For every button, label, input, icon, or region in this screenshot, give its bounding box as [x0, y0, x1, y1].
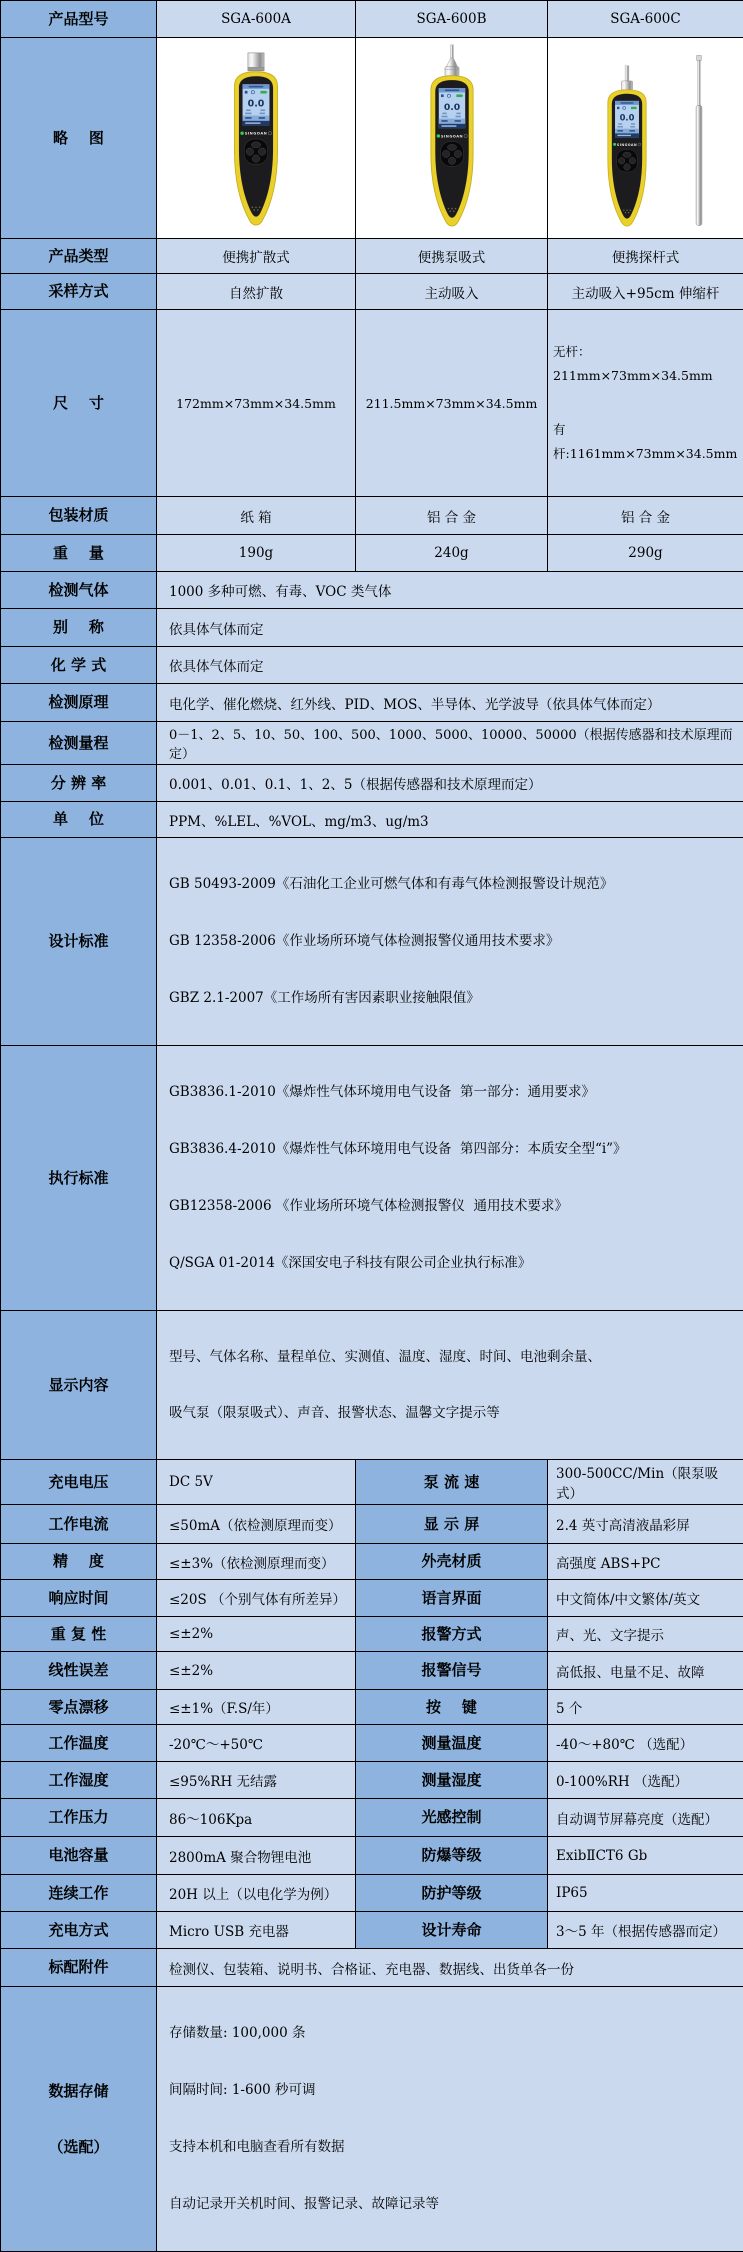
dimensions-c: [548, 310, 743, 497]
spec-label-design-life: 设计寿命: [356, 1912, 548, 1949]
table-row: [1, 1, 743, 38]
spec-label-alias: 别 称: [1, 609, 157, 647]
spec-label-weight: 重 量: [1, 535, 157, 572]
spec-label-protection-level: 防护等级: [356, 1875, 548, 1912]
packaging-a: 纸 箱: [157, 497, 356, 535]
table-row: [1, 1875, 743, 1912]
spec-label-continuous-work: 连续工作: [1, 1875, 157, 1912]
accessories-value: 检测仪、包装箱、说明书、合格证、充电器、数据线、出货单各一份: [157, 1949, 743, 1987]
spec-label-light-control: 光感控制: [356, 1799, 548, 1837]
spec-label-working-current: 工作电流: [1, 1505, 157, 1544]
table-row: [1, 274, 743, 310]
table-row: [1, 38, 743, 239]
standard-line: GB 12358-2006《作业场所环境气体检测报警仪通用技术要求》: [169, 929, 737, 954]
spec-label-shell-material: 外壳材质: [356, 1544, 548, 1580]
storage-line: 存储数量: 100,000 条: [169, 2021, 737, 2046]
table-row: [1, 647, 743, 684]
working-humidity-value: ≤95%RH 无结露: [157, 1762, 356, 1799]
keys-value: 5 个: [548, 1690, 743, 1725]
spec-label-design-standard: 设计标准: [1, 838, 157, 1046]
spec-label-response-time: 响应时间: [1, 1580, 157, 1617]
data-storage-label-line2: （选配）: [1, 2138, 156, 2157]
table-row: [1, 310, 743, 497]
sampling-c: 主动吸入+95cm 伸缩杆: [548, 274, 743, 310]
table-row: [1, 1912, 743, 1949]
alias-value: 依具体气体而定: [157, 609, 743, 647]
chemical-formula-value: 依具体气体而定: [157, 647, 743, 684]
spec-label-display-screen: 显 示 屏: [356, 1505, 548, 1544]
display-content-value: [157, 1311, 743, 1460]
display-content-line: 吸气泵（限泵吸式）、声音、报警状态、温馨文字提示等: [169, 1401, 737, 1425]
standard-line: GB12358-2006 《作业场所环境气体检测报警仪 通用技术要求》: [169, 1194, 737, 1219]
product-type-c: 便携探杆式: [548, 239, 743, 274]
spec-label-display-content: 显示内容: [1, 1311, 157, 1460]
table-row: [1, 1505, 743, 1544]
table-row: [1, 1949, 743, 1987]
spec-label-charge-voltage: 充电电压: [1, 1460, 157, 1505]
table-row: [1, 609, 743, 647]
table-row: [1, 1799, 743, 1837]
design-life-value: 3～5 年（根据传感器而定）: [548, 1912, 743, 1949]
sensor-cap: [621, 80, 632, 89]
spec-label-product-type: 产品类型: [1, 239, 157, 274]
detect-gas-value: 1000 多种可燃、有毒、VOC 类气体: [157, 572, 743, 609]
table-row: [1, 1690, 743, 1725]
table-row: [1, 1046, 743, 1311]
response-time-value: ≤20S （个别气体有所差异）: [157, 1580, 356, 1617]
table-row: [1, 572, 743, 609]
spec-label-sketch: 略 图: [1, 38, 157, 239]
sketch-cell-a: [157, 38, 356, 239]
packaging-b: 铝 合 金: [356, 497, 548, 535]
table-row: [1, 1987, 743, 2252]
spec-label-exec-standard: 执行标准: [1, 1046, 157, 1311]
probe-rod: [450, 44, 453, 57]
device-image-sga-600b: [356, 39, 547, 238]
working-current-value: ≤50mA（依检测原理而变）: [157, 1505, 356, 1544]
sampling-a: 自然扩散: [157, 274, 356, 310]
display-content-line: 型号、气体名称、量程单位、实测值、温度、湿度、时间、电池剩余量、: [169, 1345, 737, 1369]
spec-label-detect-gas: 检测气体: [1, 572, 157, 609]
weight-c: 290g: [548, 535, 743, 572]
probe-rod: [625, 65, 629, 80]
battery-value: 2800mA 聚合物锂电池: [157, 1837, 356, 1875]
spec-label-unit: 单 位: [1, 802, 157, 838]
table-row: [1, 765, 743, 802]
table-row: [1, 1544, 743, 1580]
gas-detector-probe-image: [587, 65, 667, 227]
table-row: [1, 1725, 743, 1762]
model-name-a: SGA-600A: [157, 1, 356, 38]
dimensions-b: 211.5mm×73mm×34.5mm: [356, 310, 548, 497]
sensor-cap: [444, 66, 458, 75]
storage-line: 支持本机和电脑查看所有数据: [169, 2135, 737, 2160]
table-row: [1, 239, 743, 274]
working-temp-value: -20℃～+50℃: [157, 1725, 356, 1762]
table-row: [1, 802, 743, 838]
telescopic-rod-image: [693, 55, 705, 227]
table-row: [1, 1652, 743, 1690]
spec-label-pump-flow: 泵 流 速: [356, 1460, 548, 1505]
spec-label-linearity: 线性误差: [1, 1652, 157, 1690]
spec-label-resolution: 分 辨 率: [1, 765, 157, 802]
charge-voltage-value: DC 5V: [157, 1460, 356, 1505]
sampling-b: 主动吸入: [356, 274, 548, 310]
working-pressure-value: 86～106Kpa: [157, 1799, 356, 1837]
accuracy-value: ≤±3%（依检测原理而变）: [157, 1544, 356, 1580]
spec-label-principle: 检测原理: [1, 684, 157, 722]
display-screen-value: 2.4 英寸高清液晶彩屏: [548, 1505, 743, 1544]
table-row: [1, 722, 743, 765]
standard-line: GBZ 2.1-2007《工作场所有害因素职业接触限值》: [169, 986, 737, 1011]
storage-line: 间隔时间: 1-600 秒可调: [169, 2078, 737, 2103]
continuous-work-value: 20H 以上（以电化学为例）: [157, 1875, 356, 1912]
spec-label-packaging: 包装材质: [1, 497, 157, 535]
spec-label-measure-humidity: 测量湿度: [356, 1762, 548, 1799]
repeatability-value: ≤±2%: [157, 1617, 356, 1652]
data-storage-value: [157, 1987, 743, 2252]
sketch-cell-c: [548, 38, 743, 239]
spec-label-accuracy: 精 度: [1, 1544, 157, 1580]
spec-label-repeatability: 重 复 性: [1, 1617, 157, 1652]
dimensions-a: 172mm×73mm×34.5mm: [157, 310, 356, 497]
explosion-proof-value: ExibⅡCT6 Gb: [548, 1837, 743, 1875]
spec-label-data-storage: [1, 1987, 157, 2252]
alarm-mode-value: 声、光、文字提示: [548, 1617, 743, 1652]
dimensions-c-line1: 无杆：211mm×73mm×34.5mm: [553, 340, 743, 388]
probe-funnel: [446, 58, 457, 67]
packaging-c: 铝 合 金: [548, 497, 743, 535]
principle-value: 电化学、催化燃烧、红外线、PID、MOS、半导体、光学波导（依具体气体而定）: [157, 684, 743, 722]
spec-label-working-humidity: 工作湿度: [1, 1762, 157, 1799]
spec-label-zero-drift: 零点漂移: [1, 1690, 157, 1725]
table-row: [1, 1460, 743, 1505]
design-standard-value: [157, 838, 743, 1046]
gas-detector-pump-image: [408, 44, 496, 227]
spec-label-chemical-formula: 化 学 式: [1, 647, 157, 684]
sketch-cell-b: [356, 38, 548, 239]
unit-value: PPM、%LEL、%VOL、mg/m3、ug/m3: [157, 802, 743, 838]
table-row: [1, 1837, 743, 1875]
device-image-sga-600a: [157, 39, 355, 238]
model-name-c: SGA-600C: [548, 1, 743, 38]
product-type-a: 便携扩散式: [157, 239, 356, 274]
spec-label-sampling: 采样方式: [1, 274, 157, 310]
gas-detector-diffusion-image: [211, 52, 301, 227]
table-row: [1, 1617, 743, 1652]
standard-line: Q/SGA 01-2014《深国安电子科技有限公司企业执行标准》: [169, 1251, 737, 1276]
spec-label-dimensions: 尺 寸: [1, 310, 157, 497]
spec-label-keys: 按 键: [356, 1690, 548, 1725]
linearity-value: ≤±2%: [157, 1652, 356, 1690]
range-value: 0－1、2、5、10、50、100、500、1000、5000、10000、50000（根据传感器和技术原理而定）: [157, 722, 743, 765]
table-row: [1, 1311, 743, 1460]
model-name-b: SGA-600B: [356, 1, 548, 38]
spec-label-model: 产品型号: [1, 1, 157, 38]
table-row: [1, 535, 743, 572]
spec-label-alarm-mode: 报警方式: [356, 1617, 548, 1652]
spec-label-alarm-signal: 报警信号: [356, 1652, 548, 1690]
table-row: [1, 1580, 743, 1617]
spec-label-language: 语言界面: [356, 1580, 548, 1617]
table-row: [1, 838, 743, 1046]
spec-label-battery: 电池容量: [1, 1837, 157, 1875]
spec-label-charge-mode: 充电方式: [1, 1912, 157, 1949]
weight-a: 190g: [157, 535, 356, 572]
spec-label-working-temp: 工作温度: [1, 1725, 157, 1762]
spec-label-explosion-proof: 防爆等级: [356, 1837, 548, 1875]
resolution-value: 0.001、0.01、0.1、1、2、5（根据传感器和技术原理而定）: [157, 765, 743, 802]
pump-flow-value: 300-500CC/Min（限泵吸式）: [548, 1460, 743, 1505]
language-value: 中文简体/中文繁体/英文: [548, 1580, 743, 1617]
spec-label-accessories: 标配附件: [1, 1949, 157, 1987]
dimensions-c-line2: 有杆:1161mm×73mm×34.5mm: [553, 418, 743, 466]
standard-line: GB3836.4-2010《爆炸性气体环境用电气设备 第四部分：本质安全型“i”》: [169, 1137, 737, 1162]
spec-label-working-pressure: 工作压力: [1, 1799, 157, 1837]
standard-line: GB 50493-2009《石油化工企业可燃气体和有毒气体检测报警设计规范》: [169, 872, 737, 897]
table-row: [1, 684, 743, 722]
table-row: [1, 1762, 743, 1799]
device-image-sga-600c: [548, 39, 743, 238]
zero-drift-value: ≤±1%（F.S/年）: [157, 1690, 356, 1725]
exec-standard-value: [157, 1046, 743, 1311]
data-storage-label-line1: 数据存储: [1, 2082, 156, 2101]
standard-line: GB3836.1-2010《爆炸性气体环境用电气设备 第一部分：通用要求》: [169, 1080, 737, 1105]
spec-label-measure-temp: 测量温度: [356, 1725, 548, 1762]
charge-mode-value: Micro USB 充电器: [157, 1912, 356, 1949]
protection-level-value: IP65: [548, 1875, 743, 1912]
product-type-b: 便携泵吸式: [356, 239, 548, 274]
measure-humidity-value: 0-100%RH （选配）: [548, 1762, 743, 1799]
light-control-value: 自动调节屏幕亮度（选配）: [548, 1799, 743, 1837]
measure-temp-value: -40～+80℃ （选配）: [548, 1725, 743, 1762]
shell-material-value: 高强度 ABS+PC: [548, 1544, 743, 1580]
spec-label-range: 检测量程: [1, 722, 157, 765]
storage-line: 自动记录开关机时间、报警记录、故障记录等: [169, 2192, 737, 2217]
weight-b: 240g: [356, 535, 548, 572]
table-row: [1, 497, 743, 535]
alarm-signal-value: 高低报、电量不足、故障: [548, 1652, 743, 1690]
